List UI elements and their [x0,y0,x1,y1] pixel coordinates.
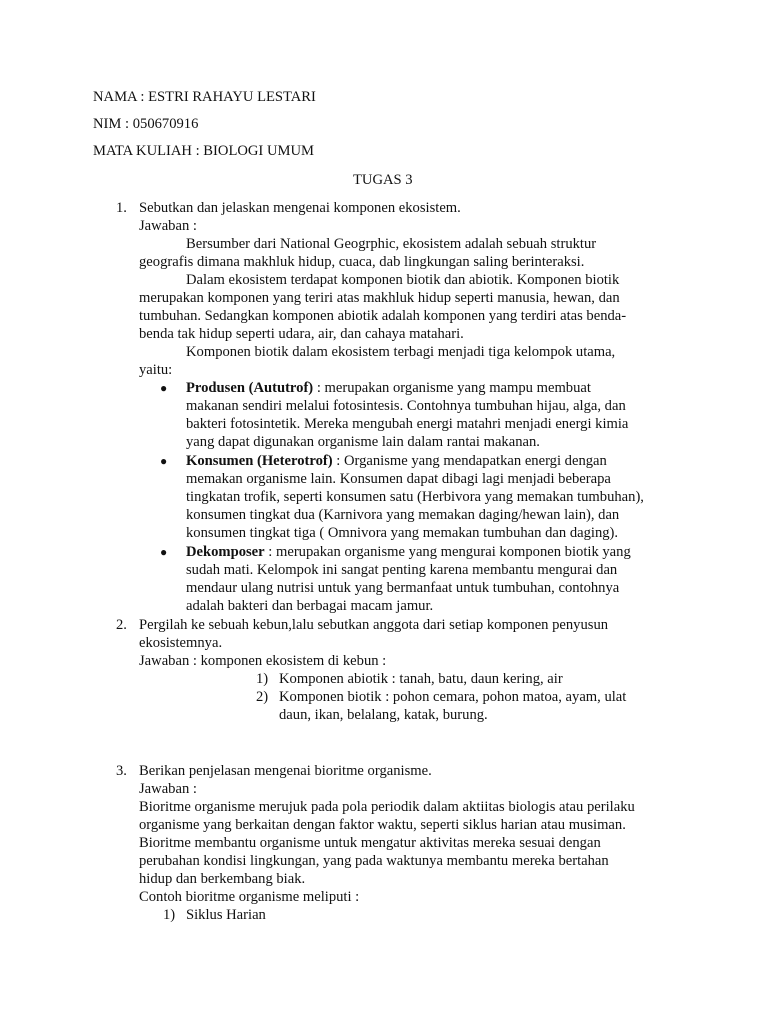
list-number: 1) [163,907,176,923]
list-item-line: daun, ikan, belalang, katak, burung. [279,707,488,723]
bullet-icon: ● [160,545,168,559]
answer-label: Jawaban : [139,781,197,797]
term-description: : merupakan organisme yang mampu membuat [313,380,591,396]
paragraph-line: Bersumber dari National Geogrphic, ekosistem adalah sebuah struktur [186,236,597,252]
assignment-title: TUGAS 3 [353,172,413,188]
course-name: MATA KULIAH : BIOLOGI UMUM [93,143,314,159]
list-item-line: Siklus Harian [186,907,266,923]
list-item-line: bakteri fotosintetik. Mereka mengubah energi matahri menjadi energi kimia [186,416,629,432]
paragraph-line: organisme yang berkaitan dengan faktor waktu, seperti siklus harian atau musiman. [139,817,626,833]
question-text: Berikan penjelasan mengenai bioritme organisme. [139,763,432,779]
term-bold: Dekomposer [186,544,265,560]
answer-label: Jawaban : [139,218,197,234]
list-item-line: memakan organisme lain. Konsumen dapat dibagi lagi menjadi beberapa [186,471,611,487]
list-number: 1) [256,671,269,687]
question-number: 2. [116,617,127,633]
bullet-icon: ● [160,454,168,468]
list-item-line: mendaur ulang nutrisi untuk yang bermanfaat untuk tumbuhan, contohnya [186,580,620,596]
list-item-line: Komponen biotik : pohon cemara, pohon matoa, ayam, ulat [279,689,627,705]
paragraph-line: geografis dimana makhluk hidup, cuaca, dab lingkungan saling berinteraksi. [139,254,585,270]
question-number: 1. [116,200,127,216]
paragraph-line: merupakan komponen yang teriri atas makhluk hidup seperti manusia, hewan, dan [139,290,620,306]
list-item-line: sudah mati. Kelompok ini sangat penting karena membantu mengurai dan [186,562,618,578]
question-text: ekosistemnya. [139,635,223,651]
paragraph-line: Contoh bioritme organisme meliputi : [139,889,360,905]
paragraph-line: hidup dan berkembang biak. [139,871,306,887]
bullet-icon: ● [160,381,168,395]
student-nim: NIM : 050670916 [93,116,199,132]
term-bold: Konsumen (Heterotrof) [186,453,333,469]
list-number: 2) [256,689,269,705]
paragraph-line: Komponen biotik dalam ekosistem terbagi menjadi tiga kelompok utama, [186,344,616,360]
list-item-line: tingkatan trofik, seperti konsumen satu (Herbivora yang memakan tumbuhan), [186,489,644,505]
answer-label: Jawaban : komponen ekosistem di kebun : [139,653,387,669]
paragraph-line: Dalam ekosistem terdapat komponen biotik dan abiotik. Komponen biotik [186,272,620,288]
list-item [186,452,607,470]
paragraph-line: Bioritme membantu organisme untuk mengatur aktivitas mereka sesuai dengan [139,835,601,851]
list-item-line: Komponen abiotik : tanah, batu, daun kering, air [279,671,563,687]
paragraph-line: Bioritme organisme merujuk pada pola periodik dalam aktiitas biologis atau perilaku [139,799,635,815]
question-number: 3. [116,763,127,779]
question-text: Pergilah ke sebuah kebun,lalu sebutkan anggota dari setiap komponen penyusun [139,617,609,633]
list-item-line: adalah bakteri dan berbagai macam jamur. [186,598,434,614]
list-item-line: makanan sendiri melalui fotosintesis. Contohnya tumbuhan hijau, alga, dan [186,398,626,414]
term-bold: Produsen (Aututrof) [186,380,314,396]
paragraph-line: perubahan kondisi lingkungan, yang pada waktunya membantu mereka bertahan [139,853,609,869]
paragraph-line: benda tak hidup seperti udara, air, dan cahaya matahari. [139,326,464,342]
term-description: : merupakan organisme yang mengurai komponen biotik yang [264,544,631,560]
list-item-line: konsumen tingkat dua (Karnivora yang memakan daging/hewan lain), dan [186,507,620,523]
paragraph-line: yaitu: [139,362,173,378]
list-item-line: yang dapat digunakan organisme lain dalam rantai makanan. [186,434,540,450]
list-item [186,543,631,561]
question-text: Sebutkan dan jelaskan mengenai komponen ekosistem. [139,200,461,216]
list-item-line: konsumen tingkat tiga ( Omnivora yang memakan tumbuhan dan daging). [186,525,619,541]
paragraph-line: tumbuhan. Sedangkan komponen abiotik adalah komponen yang terdiri atas benda- [139,308,627,324]
student-name: NAMA : ESTRI RAHAYU LESTARI [93,89,316,105]
list-item [186,379,591,397]
term-description: : Organisme yang mendapatkan energi dengan [332,453,607,469]
